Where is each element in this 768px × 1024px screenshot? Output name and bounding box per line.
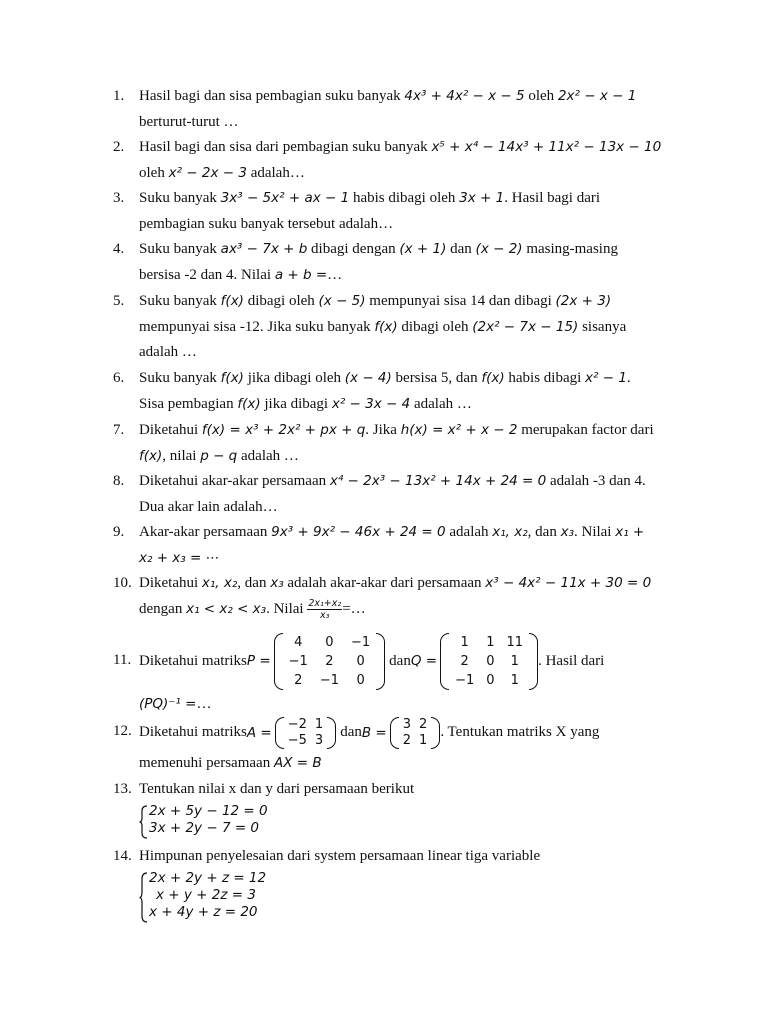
matrix-row — [449, 652, 529, 671]
question-text: Diketahui matriks — [139, 724, 247, 740]
question-number: 13. — [113, 781, 132, 797]
question-text: mempunyai sisa -12. Jika suku banyak — [139, 318, 375, 335]
matrix-row — [399, 733, 432, 749]
question-number: 6. — [113, 370, 125, 386]
question-text: Tentukan nilai x dan y dari persamaan berikut — [139, 781, 415, 797]
math-expression: (PQ)⁻¹ = — [139, 696, 197, 712]
math-expression: B = — [361, 724, 387, 741]
matrix-cell: 3 — [402, 716, 412, 732]
question-text: dan — [340, 724, 362, 740]
question-number: 7. — [113, 422, 125, 438]
math-expression: (x − 5) — [318, 293, 366, 309]
matrix-a — [275, 717, 336, 749]
math-expression: f(x) — [220, 370, 244, 386]
question-text: Diketahui — [139, 575, 202, 591]
math-expression: x² − 1 — [585, 370, 627, 386]
question-text: dan — [446, 241, 476, 257]
math-expression: 3x³ − 5x² + ax − 1 — [220, 190, 350, 206]
question-text: dengan — [139, 600, 187, 617]
question-text: sisanya — [578, 318, 627, 335]
question-text: Diketahui akar-akar persamaan — [139, 473, 330, 489]
question-number: 14. — [113, 848, 132, 864]
matrix-cell: −1 — [319, 672, 339, 688]
matrix-cell: −5 — [287, 732, 307, 748]
matrix-cell: 2 — [294, 672, 303, 688]
question-number: 3. — [113, 190, 125, 206]
equation: 2x + 2y + z = 12 — [149, 869, 267, 886]
matrix-cell: 0 — [486, 672, 495, 688]
math-expression: a + b = — [274, 266, 328, 283]
math-expression: 9x³ + 9x² − 46x + 24 = 0 — [271, 524, 446, 540]
math-expression: x₁ < x₂ < x₃ — [186, 600, 267, 617]
question-number: 11. — [113, 652, 132, 668]
question-text: memenuhi persamaan — [139, 755, 274, 771]
question-text: adalah -3 dan 4. — [546, 473, 646, 489]
question-text: mempunyai sisa 14 dan dibagi — [365, 293, 556, 309]
question-text: habis dibagi oleh — [349, 190, 460, 206]
question-text: . Nilai — [266, 600, 308, 617]
matrix-cell: 1 — [510, 653, 519, 669]
question-number: 8. — [113, 473, 125, 489]
equation: x + 4y + z = 20 — [149, 903, 258, 920]
equation-system — [139, 803, 683, 837]
question-text: dibagi oleh — [397, 318, 473, 335]
question-text: jika dibagi oleh — [243, 370, 345, 386]
matrix-cell: 2 — [402, 732, 412, 748]
question-number: 5. — [113, 293, 125, 309]
question-text: Suku banyak — [139, 293, 221, 309]
question-text: Diketahui matriks — [139, 652, 247, 669]
question-text: Himpunan penyelesaian dari system persamaan linear tiga variable — [139, 848, 541, 864]
matrix-row — [449, 671, 529, 690]
question-number: 4. — [113, 241, 125, 257]
matrix-cell: 0 — [325, 634, 334, 650]
question-text: berturut-turut … — [139, 113, 239, 130]
question-3 — [113, 186, 683, 237]
math-expression: f(x) = x³ + 2x² + px + q — [201, 422, 366, 438]
question-text: , dan — [527, 524, 561, 540]
math-expression: AX = B — [273, 755, 322, 771]
question-text: Diketahui — [139, 422, 202, 438]
math-expression: P = — [246, 653, 271, 669]
math-expression: 3x + 1 — [459, 190, 505, 206]
question-text: adalah … — [139, 344, 197, 360]
question-10 — [113, 571, 683, 622]
question-2 — [113, 135, 683, 186]
math-expression: (x − 4) — [344, 370, 392, 386]
question-11 — [113, 633, 683, 718]
question-14 — [113, 844, 683, 921]
equation: x + y + 2z = 3 — [156, 886, 256, 903]
matrix-cell: 4 — [294, 634, 303, 650]
matrix-cell: −1 — [351, 634, 371, 650]
matrix-p — [274, 633, 386, 690]
math-expression: Q = — [410, 653, 438, 669]
math-expression: f(x) — [139, 447, 163, 464]
math-expression: f(x) — [237, 395, 261, 412]
question-text: Sisa pembagian — [139, 395, 238, 412]
question-5 — [113, 289, 683, 366]
question-text: adalah … — [410, 395, 472, 412]
math-expression: x₂ + x₃ = ⋯ — [139, 549, 220, 566]
question-6 — [113, 366, 683, 417]
matrix-cell: 1 — [486, 634, 495, 650]
matrix-b — [390, 717, 441, 749]
question-text: Hasil bagi dan sisa pembagian suku banyak — [139, 88, 405, 104]
question-number: 10. — [113, 575, 132, 591]
question-text: dan — [389, 652, 411, 669]
math-expression: f(x) — [481, 370, 505, 386]
math-expression: 2x² − x − 1 — [557, 88, 637, 104]
question-text: adalah… — [246, 164, 305, 181]
matrix-cell: 3 — [314, 732, 324, 748]
matrix-row — [283, 671, 377, 690]
math-expression: x³ − 4x² − 11x + 30 = 0 — [485, 575, 652, 591]
math-expression: A = — [246, 724, 272, 741]
question-number: 12. — [113, 723, 132, 739]
math-expression: x₁, x₂ — [201, 575, 238, 591]
matrix-row — [283, 633, 377, 652]
matrix-cell: 2 — [460, 653, 469, 669]
question-text: . Jika — [365, 422, 401, 438]
matrix-cell: 1 — [460, 634, 469, 650]
question-text: … — [327, 266, 343, 283]
question-text: adalah … — [237, 447, 299, 464]
math-expression: p − q — [200, 447, 238, 464]
math-expression: (x − 2) — [475, 241, 523, 257]
math-expression: x₁ + — [615, 524, 645, 540]
question-text: jika dibagi — [260, 395, 332, 412]
question-text: Suku banyak — [139, 241, 221, 257]
matrix-cell: 2 — [325, 653, 334, 669]
question-text: adalah akar-akar dari persamaan — [283, 575, 486, 591]
matrix-cell: −1 — [455, 672, 475, 688]
fraction — [307, 598, 342, 621]
question-text: . — [626, 370, 631, 386]
equation: 3x + 2y − 7 = 0 — [149, 819, 260, 836]
question-9 — [113, 520, 683, 571]
math-expression: x² − 3x − 4 — [331, 395, 411, 412]
matrix-cell: 0 — [486, 653, 495, 669]
matrix-q — [440, 633, 538, 690]
math-expression: (2x² − 7x − 15) — [472, 318, 579, 335]
matrix-cell: 2 — [419, 716, 428, 732]
matrix-row — [284, 733, 327, 749]
question-text: Suku banyak — [139, 190, 221, 206]
question-text: , nilai — [162, 447, 201, 464]
question-12 — [113, 716, 683, 777]
question-text: dibagi oleh — [243, 293, 319, 309]
question-text: . Hasil dari — [538, 652, 605, 669]
question-text: . Hasil bagi dari — [504, 190, 601, 206]
matrix-row — [284, 717, 327, 733]
question-1 — [113, 84, 683, 135]
math-expression: h(x) = x² + x − 2 — [400, 422, 518, 438]
question-number: 9. — [113, 524, 125, 540]
question-8 — [113, 469, 683, 520]
math-expression: 4x³ + 4x² − x − 5 — [404, 88, 525, 104]
question-text: Dua akar lain adalah… — [139, 498, 278, 515]
question-text: habis dibagi — [504, 370, 586, 386]
matrix-cell: 0 — [356, 672, 365, 688]
math-expression: (x + 1) — [399, 241, 447, 257]
question-text: oleh — [139, 164, 169, 181]
question-number: 2. — [113, 139, 125, 155]
question-text: =… — [342, 600, 366, 617]
math-expression: x₁, x₂ — [492, 524, 528, 540]
math-expression: f(x) — [374, 318, 398, 335]
question-4 — [113, 237, 683, 288]
math-expression: x⁵ + x⁴ − 14x³ + 11x² − 13x − 10 — [431, 139, 662, 155]
matrix-row — [399, 717, 432, 733]
math-expression: (2x + 3) — [555, 293, 612, 309]
matrix-cell: 0 — [356, 653, 365, 669]
question-text: bersisa -2 dan 4. Nilai — [139, 266, 275, 283]
question-text: dibagi dengan — [307, 241, 400, 257]
matrix-cell: −2 — [287, 716, 307, 732]
fraction-numerator: 2x₁+x₂ — [308, 597, 342, 609]
question-text: adalah — [445, 524, 493, 540]
question-text: Akar-akar persamaan — [139, 524, 272, 540]
question-text: bersisa 5, dan — [391, 370, 482, 386]
question-text: merupakan factor dari — [517, 422, 654, 438]
fraction-denominator: x₃ — [320, 609, 330, 621]
question-text: Hasil bagi dan sisa dari pembagian suku banyak — [139, 139, 432, 155]
matrix-cell: 1 — [419, 732, 428, 748]
matrix-cell: −1 — [288, 653, 308, 669]
question-text: oleh — [524, 88, 558, 104]
matrix-cell: 11 — [506, 634, 524, 650]
question-13 — [113, 777, 683, 837]
math-expression: x⁴ − 2x³ − 13x² + 14x + 24 = 0 — [329, 473, 547, 489]
matrix-cell: 1 — [510, 672, 519, 688]
math-expression: f(x) — [220, 293, 244, 309]
question-7 — [113, 418, 683, 469]
brace-icon — [139, 872, 148, 923]
question-text: . Tentukan matriks X yang — [440, 724, 600, 740]
math-expression: x² − 2x − 3 — [168, 164, 247, 181]
question-text: . Nilai — [573, 524, 616, 540]
matrix-row — [449, 633, 529, 652]
math-expression: x₃ — [270, 575, 284, 591]
question-text: Suku banyak — [139, 370, 221, 386]
question-text: pembagian suku banyak tersebut adalah… — [139, 215, 394, 232]
question-text: … — [196, 696, 212, 712]
matrix-cell: 1 — [314, 716, 324, 732]
math-expression: ax³ − 7x + b — [220, 241, 308, 257]
matrix-row — [283, 652, 377, 671]
equation-system — [139, 870, 683, 921]
question-text: , dan — [237, 575, 271, 591]
question-number: 1. — [113, 88, 125, 104]
math-expression: x₃ — [560, 524, 574, 540]
brace-icon — [139, 805, 148, 839]
question-text: masing-masing — [522, 241, 618, 257]
equation: 2x + 5y − 12 = 0 — [149, 802, 268, 819]
